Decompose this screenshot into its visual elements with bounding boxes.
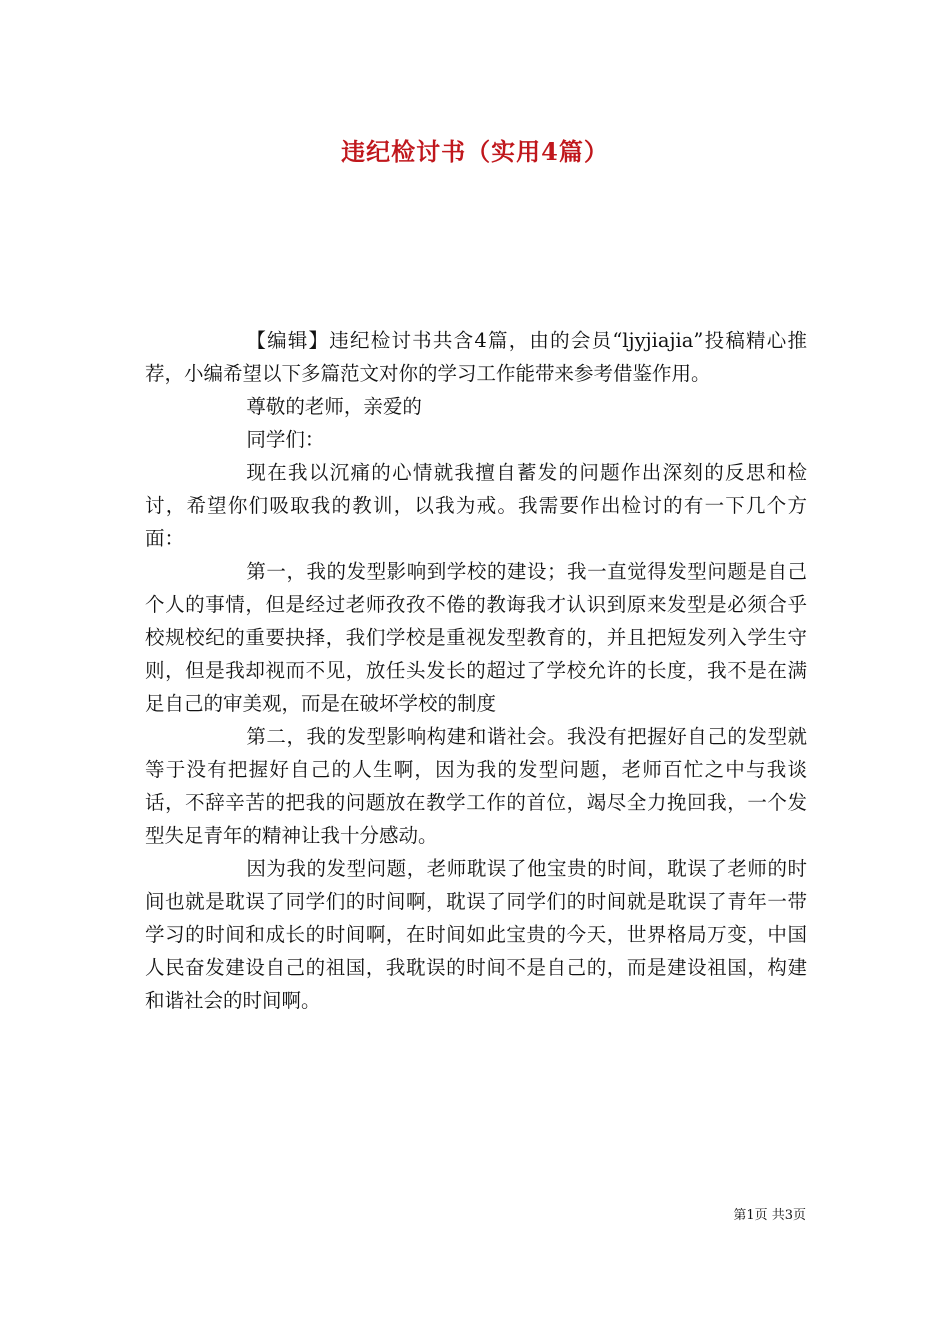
salutation-line-2: 同学们： (246, 428, 325, 451)
body-paragraph-3: 第二，我的发型影响构建和谐社会。我没有把握好自己的发型就等于没有把握好自己的人生啊，因为我的发型问题，老师百忙之中与我谈话，不辞辛苦的把我的问题放在教学工作的首位，竭尽全力挽回我，一个发型失足青年的精神让我十分感动。 (145, 725, 807, 847)
intro-paragraph: 【编辑】违纪检讨书共含4篇，由的会员“ljyjiajia”投稿精心推荐，小编希望以下多篇范文对你的学习工作能带来参考借鉴作用。 (145, 329, 807, 385)
document-title: 违纪检讨书（实用4篇） (341, 137, 609, 166)
body-paragraph-1: 现在我以沉痛的心情就我擅自蓄发的问题作出深刻的反思和检讨，希望你们吸取我的教训，以我为戒。我需要作出检讨的有一下几个方面： (145, 461, 807, 550)
document-body (145, 324, 807, 1017)
page-number-footer: 第1页 共3页 (733, 1208, 806, 1223)
salutation-line-1: 尊敬的老师，亲爱的 (246, 395, 422, 418)
body-paragraph-4: 因为我的发型问题，老师耽误了他宝贵的时间，耽误了老师的时间也就是耽误了同学们的时间啊，耽误了同学们的时间就是耽误了青年一带学习的时间和成长的时间啊，在时间如此宝贵的今天，世界格局万变，中国人民奋发建设自己的祖国，我耽误的时间不是自己的，而是建设祖国，构建和谐社会的时间啊。 (145, 857, 807, 1012)
body-paragraph-2: 第一，我的发型影响到学校的建设；我一直觉得发型问题是自己个人的事情，但是经过老师孜孜不倦的教诲我才认识到原来发型是必须合乎校规校纪的重要抉择，我们学校是重视发型教育的，并且把短发列入学生守则，但是我却视而不见，放任头发长的超过了学校允许的长度，我不是在满足自己的审美观，而是在破坏学校的制度 (145, 560, 807, 715)
